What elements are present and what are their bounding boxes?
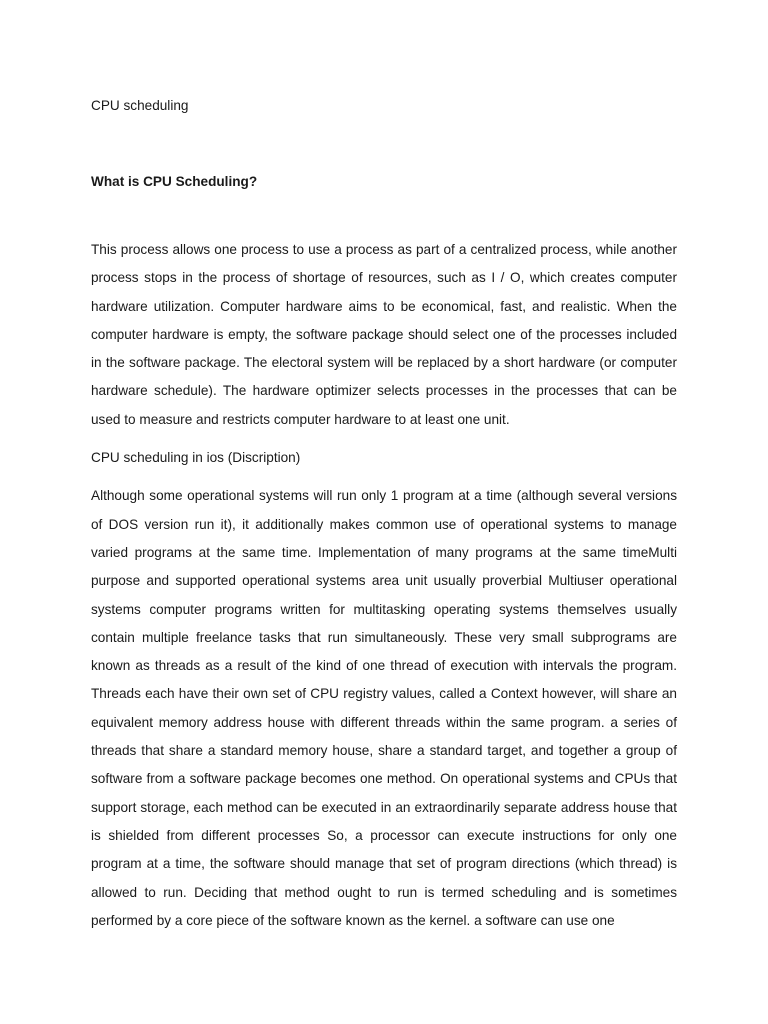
document-body [91,92,677,935]
document-title: CPU scheduling [91,98,189,113]
section-heading: What is CPU Scheduling? [91,174,258,189]
section-subheading: CPU scheduling in ios (Discription) [91,450,301,466]
paragraph-description: Although some operational systems will run only 1 program at a time (although several versions of DOS version run it), it additionally makes common use of operational systems to manage varied programs at the same time. Implementation of many programs at the same timeMulti purpose and supported operational systems area unit usually proverbial Multiuser operational systems computer programs written for multitasking operating systems themselves usually contain multiple freelance tasks that run simultaneously. These very small subprograms are known as threads as a result of the kind of one thread of execution with intervals the program. Threads each have their own set of CPU registry values, called a Context however, will share an equivalent memory address house with different threads within the same program. a series of threads that share a standard memory house, share a standard target, and together a group of software from a software package becomes one method. On operational systems and CPUs that support storage, each method can be executed in an extraordinarily separate address house that is shielded from different processes So, a processor can execute instructions for only one program at a time, the software should manage that set of program directions (which thread) is allowed to run. Deciding that method ought to run is termed scheduling and is sometimes performed by a core piece of the software known as the kernel. a software can use one [91,488,677,928]
paragraph-intro: This process allows one process to use a process as part of a centralized process, while another process stops in the process of shortage of resources, such as I / O, which creates computer hardware utilization. Computer hardware aims to be economical, fast, and realistic. When the computer hardware is empty, the software package should select one of the processes included in the software package. The electoral system will be replaced by a short hardware (or computer hardware schedule). The hardware optimizer selects processes in the processes that can be used to measure and restricts computer hardware to at least one unit. [91,242,677,427]
